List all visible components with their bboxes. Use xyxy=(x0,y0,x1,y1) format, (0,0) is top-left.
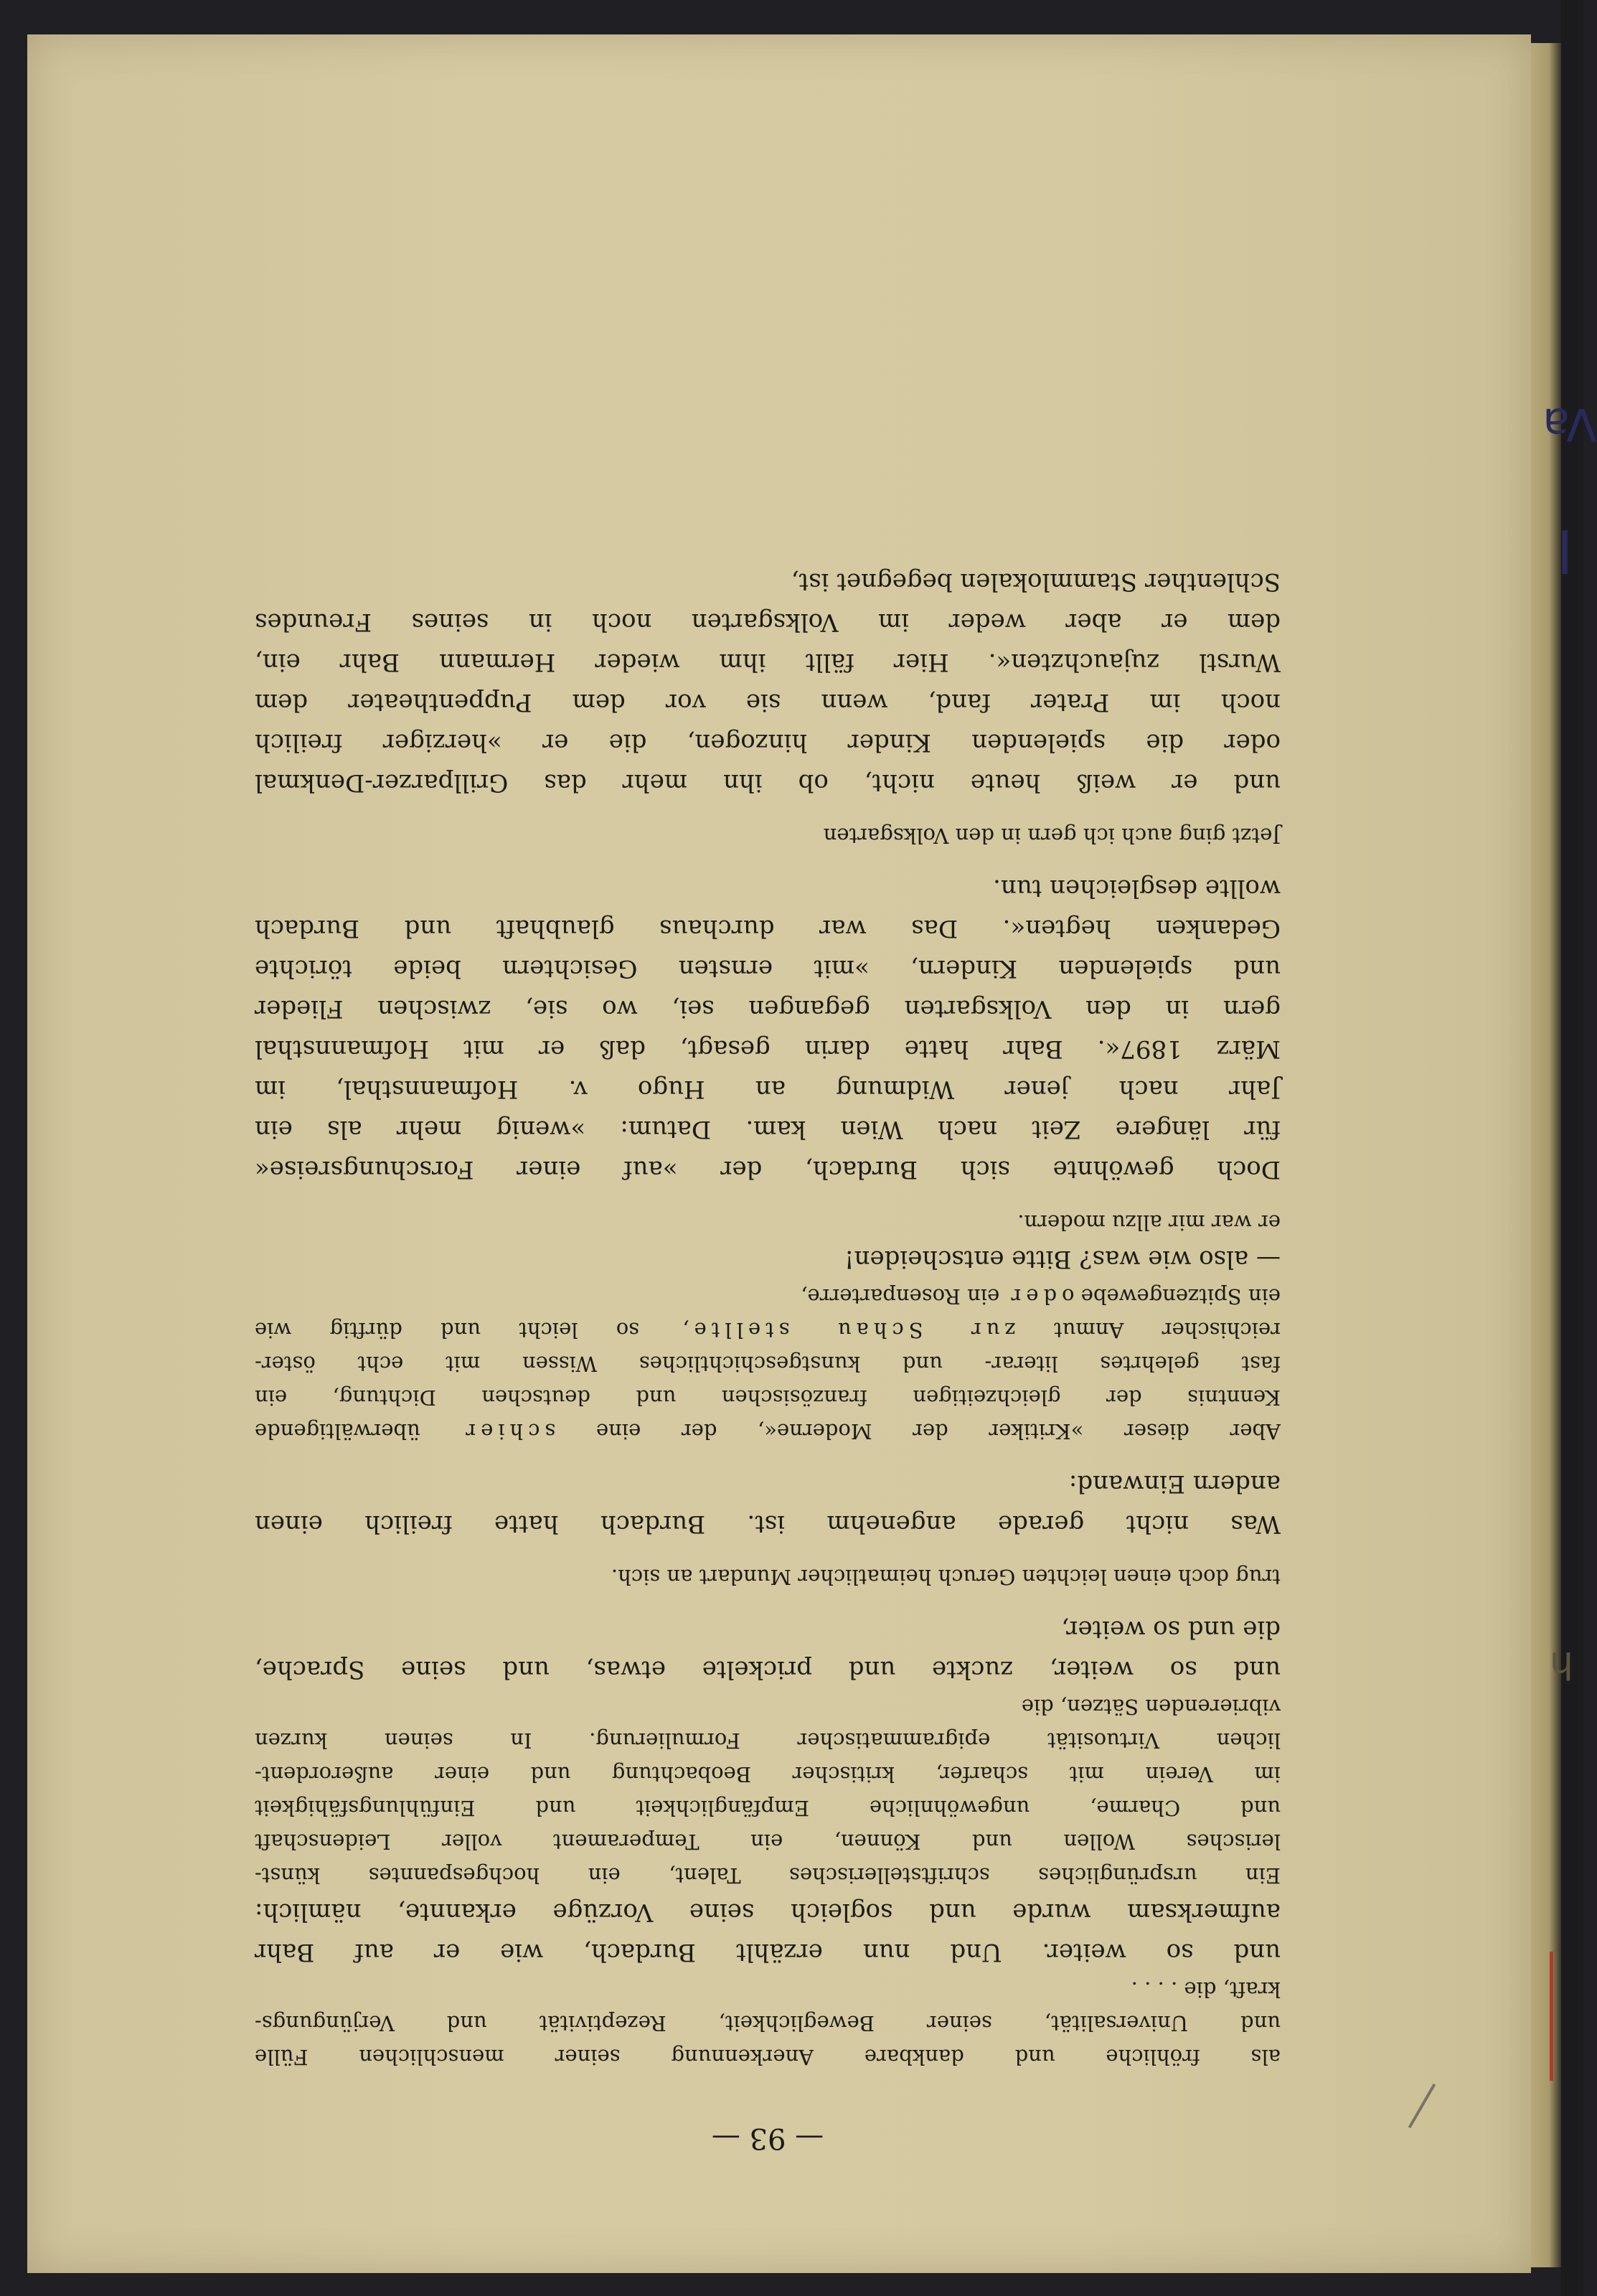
quote-block-5 xyxy=(255,1205,1281,1239)
emphasized-word: schier xyxy=(461,1419,556,1444)
text-line: fast gelehrtes literar- und kunstgeschichtliches Wissen mit echt öster- xyxy=(255,1352,1281,1376)
text-line: Schlenther Stammlokalen begegnet ist, xyxy=(791,568,1281,596)
paragraph-5 xyxy=(255,868,1281,1190)
text-fragment: reichischer Anmut xyxy=(1053,1318,1281,1342)
text-line: Wurstl zujauchzten«. Hier fällt ihm wieder Hermann Bahr ein, xyxy=(255,648,1281,677)
text-line: vibrierenden Sätzen, die xyxy=(1021,1695,1281,1719)
text-line: — also wie was? Bitte entscheiden! xyxy=(844,1245,1281,1274)
text-line: kraft, die . . . . xyxy=(1131,1977,1281,2002)
paragraph-6 xyxy=(255,562,1281,803)
quote-block-2 xyxy=(255,1690,1281,1892)
paragraph-2 xyxy=(255,1609,1281,1690)
text-line xyxy=(255,1313,1281,1347)
text-line: und spielenden Kindern, »mit ernsten Gesichtern beide törichte xyxy=(255,954,1281,983)
quote-block-4 xyxy=(255,1279,1281,1448)
text-line: Doch gewöhnte sich Burdach, der »auf einer Forschungsreise« xyxy=(255,1155,1281,1184)
text-fragment: Aber dieser »Kritiker der Moderne«, der eine xyxy=(596,1419,1281,1444)
text-line: im Verein mit scharfer, kritischer Beobachtung und einer außerordent- xyxy=(255,1762,1281,1787)
text-line xyxy=(255,1279,1281,1313)
text-line: Gedanken hegten«. Das war durchaus glaubhaft und Burdach xyxy=(255,914,1281,943)
margin-note-stroke: l xyxy=(1557,517,1573,583)
text-fragment: ein Spitzengewebe xyxy=(1074,1284,1281,1309)
text-line: andern Einwand: xyxy=(1068,1469,1281,1498)
text-line: und so weiter. Und nun erzählt Burdach, wie er auf Bahr xyxy=(255,1938,1281,1967)
text-line: Jahr nach jener Widmung an Hugo v. Hofmannsthal, im xyxy=(255,1075,1281,1104)
text-line: wollte desgleichen tun. xyxy=(993,874,1281,903)
text-line xyxy=(255,1414,1281,1448)
text-line: als fröhliche und dankbare Anerkennung seiner menschlichen Fülle xyxy=(255,2045,1281,2069)
red-margin-mark xyxy=(1550,1952,1553,2081)
text-line: aufmerksam wurde und sogleich seine Vorzüge erkannte, nämlich: xyxy=(255,1898,1281,1926)
book-spine xyxy=(1561,0,1583,2296)
paragraph-3 xyxy=(255,1464,1281,1544)
quote-block-6 xyxy=(255,819,1281,852)
emphasized-phrase: zur Schau stellte, xyxy=(677,1318,1016,1342)
paragraph-4 xyxy=(255,1239,1281,1279)
text-line: Kenntnis der gleichzeitigen französischen und deutschen Dichtung, ein xyxy=(255,1385,1281,1410)
quote-block-3 xyxy=(255,1560,1281,1594)
text-line: und Universalität, seiner Beweglichkeit, Rezeptivität und Verjüngungs- xyxy=(255,2011,1281,2036)
paragraph-1 xyxy=(255,1892,1281,1972)
text-line: März 1897«. Bahr hatte darin gesagt, daß er mit Hofmannsthal xyxy=(255,1035,1281,1063)
text-line: oder die spielenden Kinder hinzogen, die er »herziger freilich xyxy=(255,728,1281,757)
text-line: dem er aber weder im Volksgarten noch in seines Freundes xyxy=(255,608,1281,636)
text-line: noch im Prater fand, wenn sie vor dem Puppentheater dem xyxy=(255,688,1281,717)
upside-down-text-block xyxy=(255,352,1281,2160)
text-fragment: so leicht und dürftig wie xyxy=(254,1318,678,1342)
text-line: Ein ursprüngliches schriftstellerisches Talent, ein hochgespanntes künst- xyxy=(255,1863,1281,1888)
text-line: Was nicht gerade angenehm ist. Burdach hatte freilich einen xyxy=(255,1510,1281,1538)
text-line: gern in den Volksgarten gegangen sei, wo sie, zwischen Flieder xyxy=(255,994,1281,1023)
text-line: lerisches Wollen und Können, ein Temperament voller Leidenschaft xyxy=(255,1830,1281,1854)
text-line: für längere Zeit nach Wien kam. Datum: »wenig mehr als ein xyxy=(255,1115,1281,1144)
text-fragment: überwältigende xyxy=(255,1419,461,1444)
text-line: und Charme, ungewöhnliche Empfänglichkeit und Einfühlungsfähigkeit xyxy=(255,1796,1281,1820)
text-fragment: ein Rosenparterre, xyxy=(801,1284,1007,1309)
page-edge xyxy=(1531,43,1561,2267)
text-line: und so weiter, zuckte und prickelte etwas, und seine Sprache, xyxy=(255,1655,1281,1684)
page-number: — 93 — xyxy=(711,2122,824,2155)
text-line: er war mir allzu modern. xyxy=(1017,1210,1281,1235)
text-line: lichen Virtuosität epigrammatischer Formulierung. In seinen kurzen xyxy=(255,1728,1281,1753)
text-line: und er weiß heute nicht, ob ihn mehr das Grillparzer-Denkmal xyxy=(255,768,1281,797)
text-line: trug doch einen leichten Geruch heimatlicher Mundart an sich. xyxy=(611,1565,1281,1589)
quote-block-1 xyxy=(255,1972,1281,2074)
text-line: die und so weiter, xyxy=(1061,1615,1281,1644)
emphasized-word: oder xyxy=(1006,1284,1075,1309)
margin-note-h: h xyxy=(1550,1643,1573,1686)
margin-note-va: Va xyxy=(1542,398,1597,451)
text-line: Jetzt ging auch ich gern in den Volksgarten xyxy=(823,824,1281,848)
